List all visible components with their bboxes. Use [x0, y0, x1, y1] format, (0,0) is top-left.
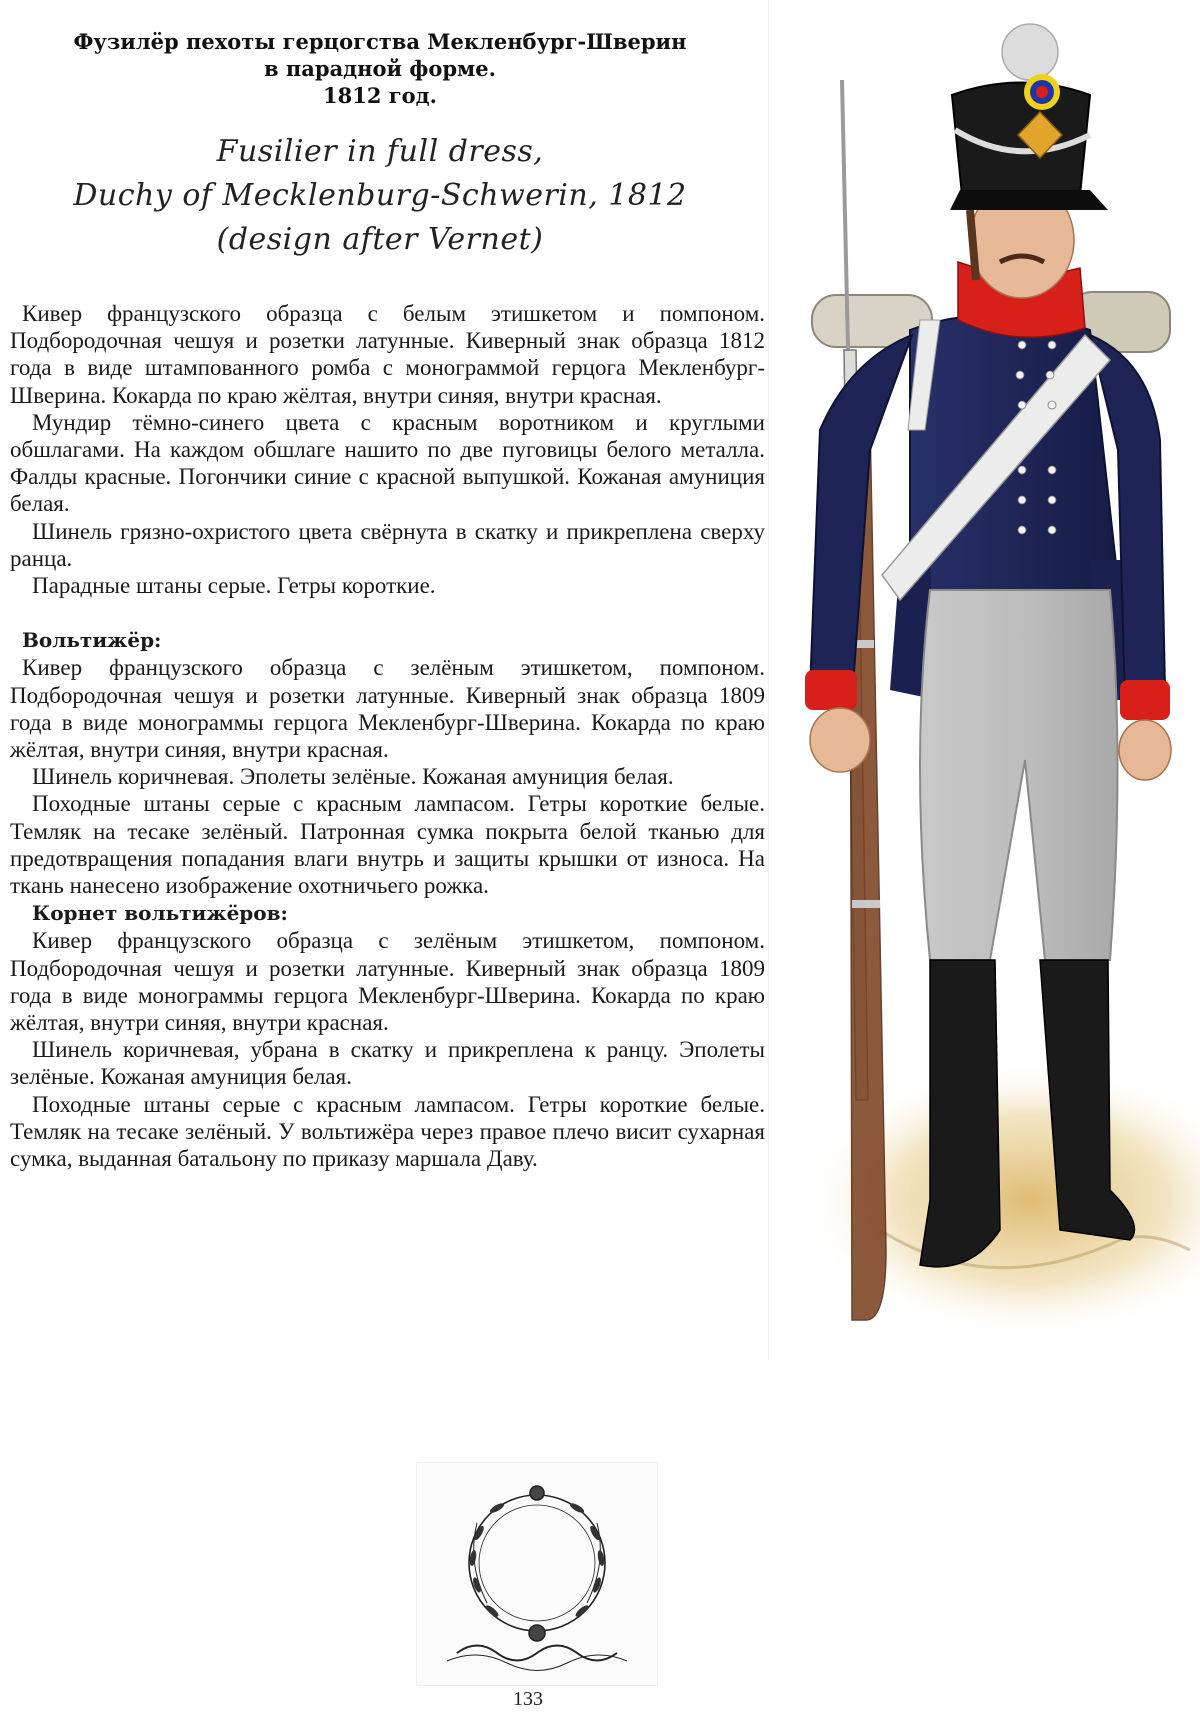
musket-band — [852, 900, 880, 908]
left-boot — [920, 960, 1000, 1267]
page-number: 133 — [513, 1688, 543, 1710]
left-cuff — [805, 670, 857, 710]
description-text — [10, 300, 765, 1172]
shako-peak — [950, 190, 1108, 210]
voltigeur-paragraph-shako: Кивер французского образца с зелёным этишкетом, помпоном. Подбородочная чешуя и розетки латунные. Киверный знак образца 1809 года в виде монограммы герцога Мекленбург-Шверина. Кокарда по краю жёлтая, внутри синяя, внутри красная. — [10, 655, 765, 763]
voltigeur-heading-line — [10, 626, 765, 654]
wreath-leaves — [469, 1501, 606, 1618]
title-line-3: 1812 год. — [323, 83, 437, 108]
voltigeur-paragraph-trousers: Походные штаны серые с красным лампасом. Гетры короткие белые. Темляк на тесаке зелёный. Патронная сумка покрыта белой тканью для предотвращения попадания влаги внутрь и защиты крышки от износа. На ткань нанесено изображение охотничьего рожка. — [10, 791, 765, 899]
caption-line-3: (design after Vernet) — [216, 222, 544, 257]
left-hand — [810, 708, 870, 772]
fusilier-paragraph-greatcoat: Шинель грязно-охристого цвета свёрнута в скатку и прикреплена сверху ранца. — [10, 518, 765, 571]
pompon — [1002, 24, 1058, 80]
wreath-ornament — [416, 1462, 658, 1686]
fusilier-paragraph-shako: Кивер французского образца с белым этишкетом и помпоном. Подбородочная чешуя и розетки латунные. Киверный знак образца 1812 года в виде штампованного ромба с монограммой герцога Мекленбург-Шверина. Кокарда по краю жёлтая, внутри синяя, внутри красная. — [10, 301, 765, 408]
page-title — [0, 28, 760, 109]
cockade — [1024, 74, 1060, 110]
cornet-heading-line — [10, 899, 765, 927]
trousers — [920, 590, 1118, 960]
caption-line-2: Duchy of Mecklenburg-Schwerin, 1812 — [73, 178, 687, 213]
caption-line-1: Fusilier in full dress, — [216, 134, 544, 169]
voltigeur-paragraph-greatcoat: Шинель коричневая. Эполеты зелёные. Кожаная амуниция белая. — [32, 764, 674, 790]
fusilier-paragraph-trousers: Парадные штаны серые. Гетры короткие. — [32, 573, 436, 599]
cornet-paragraph-shako: Кивер французского образца с зелёным этишкетом, помпоном. Подбородочная чешуя и розетки латунные. Киверный знак образца 1809 года в виде монограммы герцога Мекленбург-Шверина. Кокарда по краю жёлтая, внутри синяя, внутри красная. — [10, 928, 765, 1036]
cornet-paragraph-greatcoat: Шинель коричневая, убрана в скатку и прикреплена к ранцу. Эполеты зелёные. Кожаная амуниция белая. — [10, 1037, 765, 1090]
right-cuff — [1120, 680, 1170, 720]
voltigeur-heading: Вольтижёр: — [22, 628, 162, 653]
title-line-1: Фузилёр пехоты герцогства Мекленбург-Шверин — [73, 29, 687, 54]
cornet-heading: Корнет вольтижёров: — [32, 901, 288, 926]
fusilier-illustration — [790, 0, 1200, 1360]
right-hand — [1119, 720, 1171, 780]
fusilier-paragraph-coat: Мундир тёмно-синего цвета с красным воротником и круглыми обшлагами. На каждом обшлаге нашито по две пуговицы белого металла. Фалды красные. Погончики синие с красной выпушкой. Кожаная амуниция белая. — [10, 409, 765, 517]
column-divider — [768, 0, 769, 1360]
title-line-2: в парадной форме. — [264, 56, 496, 81]
english-caption — [0, 130, 760, 262]
cornet-paragraph-trousers: Походные штаны серые с красным лампасом. Гетры короткие белые. Темляк на тесаке зелёный. У вольтижёра через правое плечо висит сухарная сумка, выданная батальону по приказу маршала Даву. — [10, 1091, 765, 1172]
